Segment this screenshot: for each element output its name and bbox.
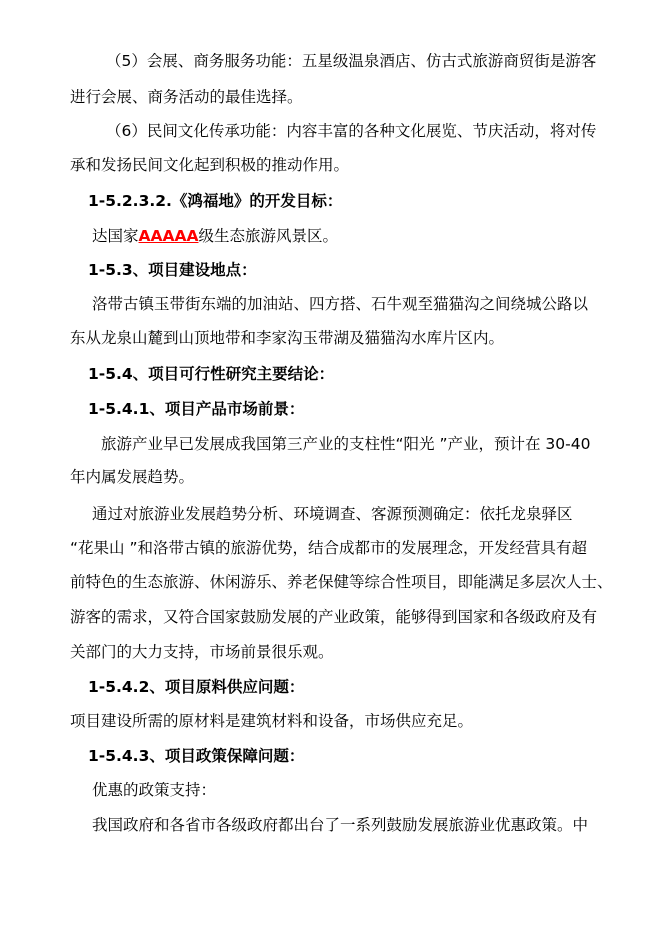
paragraph-conference-line-2: 进行会展、商务活动的最佳选择。 xyxy=(70,88,303,106)
heading-policy-guarantee: 1-5.4.3、项目政策保障问题： xyxy=(88,747,305,765)
goal-highlight: AAAAA xyxy=(138,227,199,245)
paragraph-analysis-line-3: 前特色的生态旅游、休闲游乐、养老保健等综合性项目，即能满足多层次人士、 xyxy=(70,573,613,591)
paragraph-conference-line-1: （5）会展、商务服务功能：五星级温泉酒店、仿古式旅游商贸街是游客 xyxy=(106,52,597,70)
heading-feasibility-conclusions: 1-5.4、项目可行性研究主要结论： xyxy=(88,365,335,383)
paragraph-analysis-line-4: 游客的需求，又符合国家鼓励发展的产业政策，能够得到国家和各级政府及有 xyxy=(70,608,598,626)
heading-raw-material-supply: 1-5.4.2、项目原料供应问题： xyxy=(88,678,305,696)
heading-construction-location: 1-5.3、项目建设地点： xyxy=(88,261,257,279)
paragraph-market-line-2: 年内属发展趋势。 xyxy=(70,468,195,486)
paragraph-analysis-line-1: 通过对旅游业发展趋势分析、环境调查、客源预测确定：依托龙泉驿区 xyxy=(92,505,573,523)
paragraph-culture-line-2: 承和发扬民间文化起到积极的推动作用。 xyxy=(70,156,350,174)
paragraph-analysis-line-2: “花果山 ”和洛带古镇的旅游优势，结合成都市的发展理念，开发经营具有超 xyxy=(70,539,587,557)
paragraph-market-line-1: 旅游产业早已发展成我国第三产业的支柱性“阳光 ”产业，预计在 30-40 xyxy=(101,435,591,453)
goal-suffix: 级生态旅游风景区。 xyxy=(198,227,339,245)
paragraph-culture-line-1: （6）民间文化传承功能：内容丰富的各种文化展览、节庆活动，将对传 xyxy=(106,122,597,140)
paragraph-supply: 项目建设所需的原材料是建筑材料和设备，市场供应充足。 xyxy=(70,712,474,730)
paragraph-location-line-2: 东从龙泉山麓到山顶地带和李家沟玉带湖及猫猫沟水库片区内。 xyxy=(70,329,505,347)
heading-development-goal: 1-5.2.3.2.《鸿福地》的开发目标： xyxy=(88,192,343,210)
paragraph-analysis-line-5: 关部门的大力支持，市场前景很乐观。 xyxy=(70,643,334,661)
goal-prefix: 达国家 xyxy=(92,227,139,245)
paragraph-location-line-1: 洛带古镇玉带街东端的加油站、四方搭、石牛观至猫猫沟之间绕城公路以 xyxy=(92,295,589,313)
paragraph-policy-line-1: 我国政府和各省市各级政府都出台了一系列鼓励发展旅游业优惠政策。中 xyxy=(92,816,589,834)
heading-market-prospect: 1-5.4.1、项目产品市场前景： xyxy=(88,400,305,418)
paragraph-goal xyxy=(92,225,338,247)
policy-label: 优惠的政策支持： xyxy=(92,781,217,799)
